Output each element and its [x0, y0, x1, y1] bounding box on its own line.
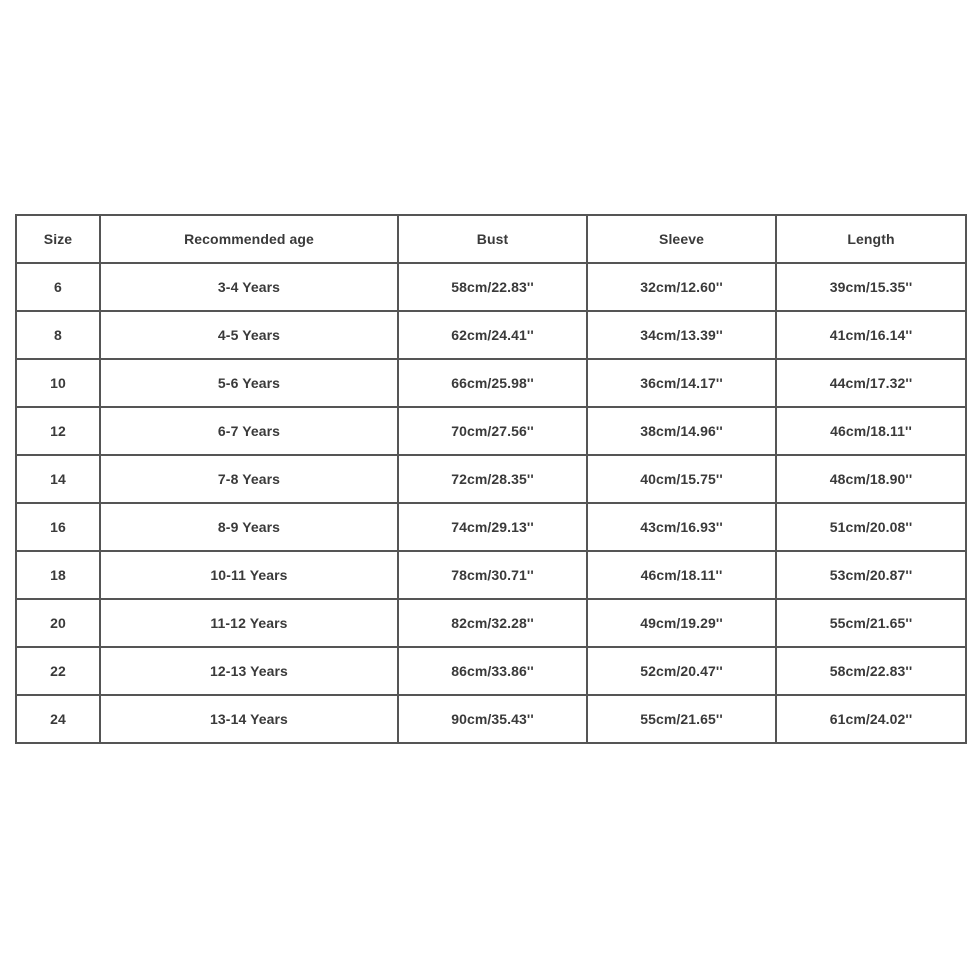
cell-length: 48cm/18.90'': [776, 455, 966, 503]
header-row: [16, 215, 966, 263]
cell-age: 5-6 Years: [100, 359, 398, 407]
cell-sleeve: 32cm/12.60'': [587, 263, 776, 311]
cell-size: 8: [16, 311, 100, 359]
cell-age: 4-5 Years: [100, 311, 398, 359]
cell-sleeve: 43cm/16.93'': [587, 503, 776, 551]
cell-sleeve: 55cm/21.65'': [587, 695, 776, 743]
cell-length: 46cm/18.11'': [776, 407, 966, 455]
table-row: [16, 407, 966, 455]
cell-age: 12-13 Years: [100, 647, 398, 695]
cell-size: 22: [16, 647, 100, 695]
table-row: [16, 263, 966, 311]
cell-size: 6: [16, 263, 100, 311]
cell-size: 14: [16, 455, 100, 503]
cell-size: 24: [16, 695, 100, 743]
cell-sleeve: 38cm/14.96'': [587, 407, 776, 455]
header-sleeve: Sleeve: [587, 215, 776, 263]
cell-age: 8-9 Years: [100, 503, 398, 551]
cell-sleeve: 46cm/18.11'': [587, 551, 776, 599]
cell-length: 53cm/20.87'': [776, 551, 966, 599]
cell-sleeve: 40cm/15.75'': [587, 455, 776, 503]
cell-bust: 82cm/32.28'': [398, 599, 587, 647]
cell-bust: 86cm/33.86'': [398, 647, 587, 695]
cell-length: 61cm/24.02'': [776, 695, 966, 743]
cell-length: 44cm/17.32'': [776, 359, 966, 407]
cell-length: 51cm/20.08'': [776, 503, 966, 551]
cell-bust: 58cm/22.83'': [398, 263, 587, 311]
size-chart-table: [15, 214, 967, 744]
header-size: Size: [16, 215, 100, 263]
cell-length: 55cm/21.65'': [776, 599, 966, 647]
cell-bust: 78cm/30.71'': [398, 551, 587, 599]
table-header: [16, 215, 966, 263]
cell-length: 41cm/16.14'': [776, 311, 966, 359]
cell-sleeve: 36cm/14.17'': [587, 359, 776, 407]
cell-age: 3-4 Years: [100, 263, 398, 311]
table-row: [16, 551, 966, 599]
cell-size: 18: [16, 551, 100, 599]
cell-bust: 70cm/27.56'': [398, 407, 587, 455]
cell-size: 20: [16, 599, 100, 647]
cell-bust: 90cm/35.43'': [398, 695, 587, 743]
cell-age: 13-14 Years: [100, 695, 398, 743]
table-row: [16, 455, 966, 503]
header-bust: Bust: [398, 215, 587, 263]
cell-size: 16: [16, 503, 100, 551]
cell-sleeve: 34cm/13.39'': [587, 311, 776, 359]
cell-age: 11-12 Years: [100, 599, 398, 647]
cell-bust: 74cm/29.13'': [398, 503, 587, 551]
cell-age: 7-8 Years: [100, 455, 398, 503]
cell-sleeve: 52cm/20.47'': [587, 647, 776, 695]
table-row: [16, 647, 966, 695]
cell-length: 39cm/15.35'': [776, 263, 966, 311]
table-row: [16, 695, 966, 743]
header-length: Length: [776, 215, 966, 263]
cell-length: 58cm/22.83'': [776, 647, 966, 695]
cell-age: 6-7 Years: [100, 407, 398, 455]
cell-size: 10: [16, 359, 100, 407]
cell-age: 10-11 Years: [100, 551, 398, 599]
cell-bust: 72cm/28.35'': [398, 455, 587, 503]
header-recommended-age: Recommended age: [100, 215, 398, 263]
table-row: [16, 311, 966, 359]
cell-bust: 66cm/25.98'': [398, 359, 587, 407]
table-row: [16, 599, 966, 647]
table-row: [16, 503, 966, 551]
cell-bust: 62cm/24.41'': [398, 311, 587, 359]
cell-sleeve: 49cm/19.29'': [587, 599, 776, 647]
table-body: [16, 263, 966, 743]
cell-size: 12: [16, 407, 100, 455]
table-row: [16, 359, 966, 407]
